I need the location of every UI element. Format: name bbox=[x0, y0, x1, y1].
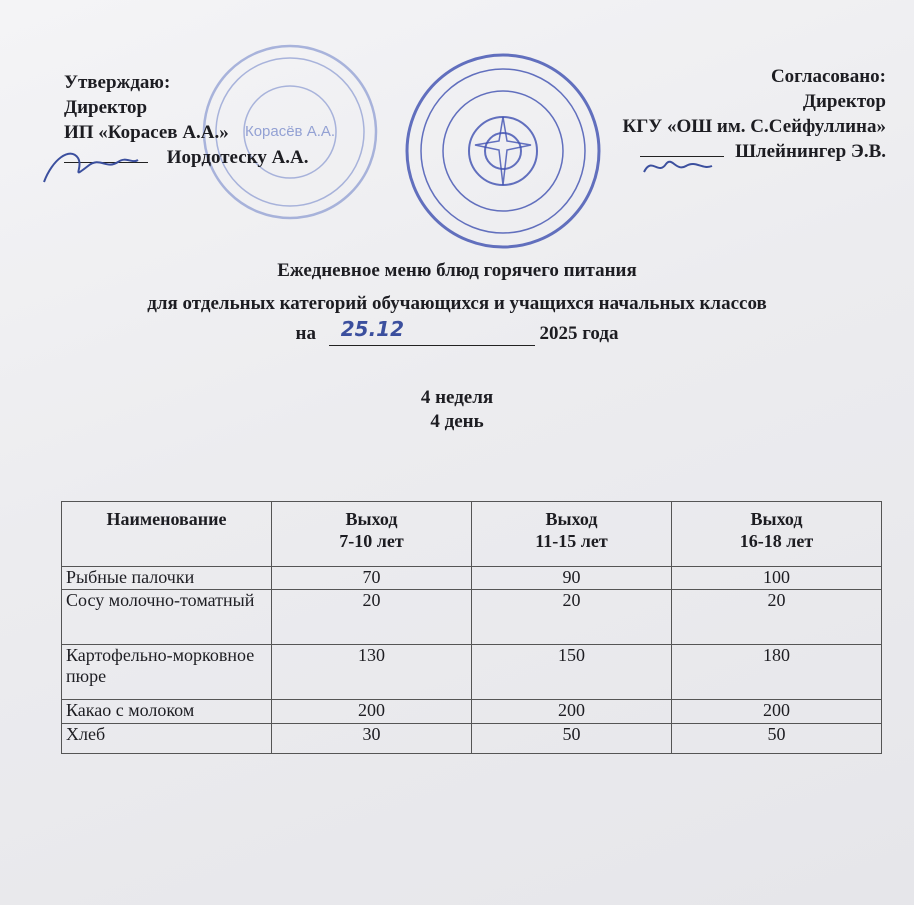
yield-7-10: 30 bbox=[272, 724, 472, 754]
yield-7-10: 70 bbox=[272, 567, 472, 590]
table-row bbox=[62, 700, 882, 724]
header-name: Наименование bbox=[62, 502, 272, 567]
week-label: 4 неделя bbox=[420, 387, 494, 408]
yield-11-15: 50 bbox=[472, 724, 672, 754]
yield-7-10: 200 bbox=[272, 700, 472, 724]
stamp-left-name: Корасёв А.А. bbox=[244, 123, 336, 140]
approval-left-heading: Утверждаю: bbox=[64, 72, 171, 93]
table-row bbox=[62, 567, 882, 590]
approval-right-signer: Шлейнингер Э.В. bbox=[735, 141, 886, 162]
signature-right bbox=[640, 156, 724, 157]
approval-left bbox=[64, 70, 309, 170]
approval-right-position: Директор bbox=[802, 91, 886, 112]
title-line-1: Ежедневное меню блюд горячего питания bbox=[277, 260, 637, 281]
yield-7-10: 130 bbox=[272, 645, 472, 700]
approval-right bbox=[622, 64, 886, 164]
yield-16-18: 100 bbox=[672, 567, 882, 590]
day-label: 4 день bbox=[430, 411, 484, 432]
signature-left bbox=[64, 162, 148, 163]
title-line-2: для отдельных категорий обучающихся и учащихся начальных классов bbox=[147, 293, 767, 314]
yield-7-10: 20 bbox=[272, 590, 472, 645]
date-field bbox=[329, 317, 535, 346]
table-row bbox=[62, 590, 882, 645]
approval-right-signature-line bbox=[622, 139, 886, 164]
dish-name: Сосу молочно-томатный bbox=[62, 590, 272, 645]
dish-name: Картофельно-морковное пюре bbox=[62, 645, 272, 700]
dish-name: Рыбные палочки bbox=[62, 567, 272, 590]
table-row bbox=[62, 724, 882, 754]
yield-16-18: 180 bbox=[672, 645, 882, 700]
title-date-line bbox=[0, 317, 914, 346]
header-yield-11-15: Выход 11-15 лет bbox=[472, 502, 672, 567]
yield-11-15: 200 bbox=[472, 700, 672, 724]
approval-left-position: Директор bbox=[64, 97, 148, 118]
approval-right-organization: КГУ «ОШ им. С.Сейфуллина» bbox=[622, 116, 886, 137]
approval-left-organization: ИП «Корасев А.А.» bbox=[64, 122, 229, 143]
yield-16-18: 200 bbox=[672, 700, 882, 724]
approval-right-heading: Согласовано: bbox=[770, 66, 886, 87]
yield-11-15: 150 bbox=[472, 645, 672, 700]
yield-16-18: 20 bbox=[672, 590, 882, 645]
yield-11-15: 90 bbox=[472, 567, 672, 590]
date-prefix: на bbox=[295, 323, 316, 344]
table-row bbox=[62, 645, 882, 700]
stamp-right bbox=[403, 46, 603, 256]
date-suffix: 2025 года bbox=[539, 323, 619, 344]
yield-11-15: 20 bbox=[472, 590, 672, 645]
approval-left-signature-line bbox=[64, 145, 309, 170]
yield-16-18: 50 bbox=[672, 724, 882, 754]
table-header-row bbox=[62, 502, 882, 567]
header-yield-7-10: Выход 7-10 лет bbox=[272, 502, 472, 567]
menu-table bbox=[61, 501, 882, 754]
approval-left-signer: Иордотеску А.А. bbox=[166, 147, 309, 168]
date-handwritten: 25.12 bbox=[340, 317, 404, 341]
header-yield-16-18: Выход 16-18 лет bbox=[672, 502, 882, 567]
dish-name: Хлеб bbox=[62, 724, 272, 754]
dish-name: Какао с молоком bbox=[62, 700, 272, 724]
